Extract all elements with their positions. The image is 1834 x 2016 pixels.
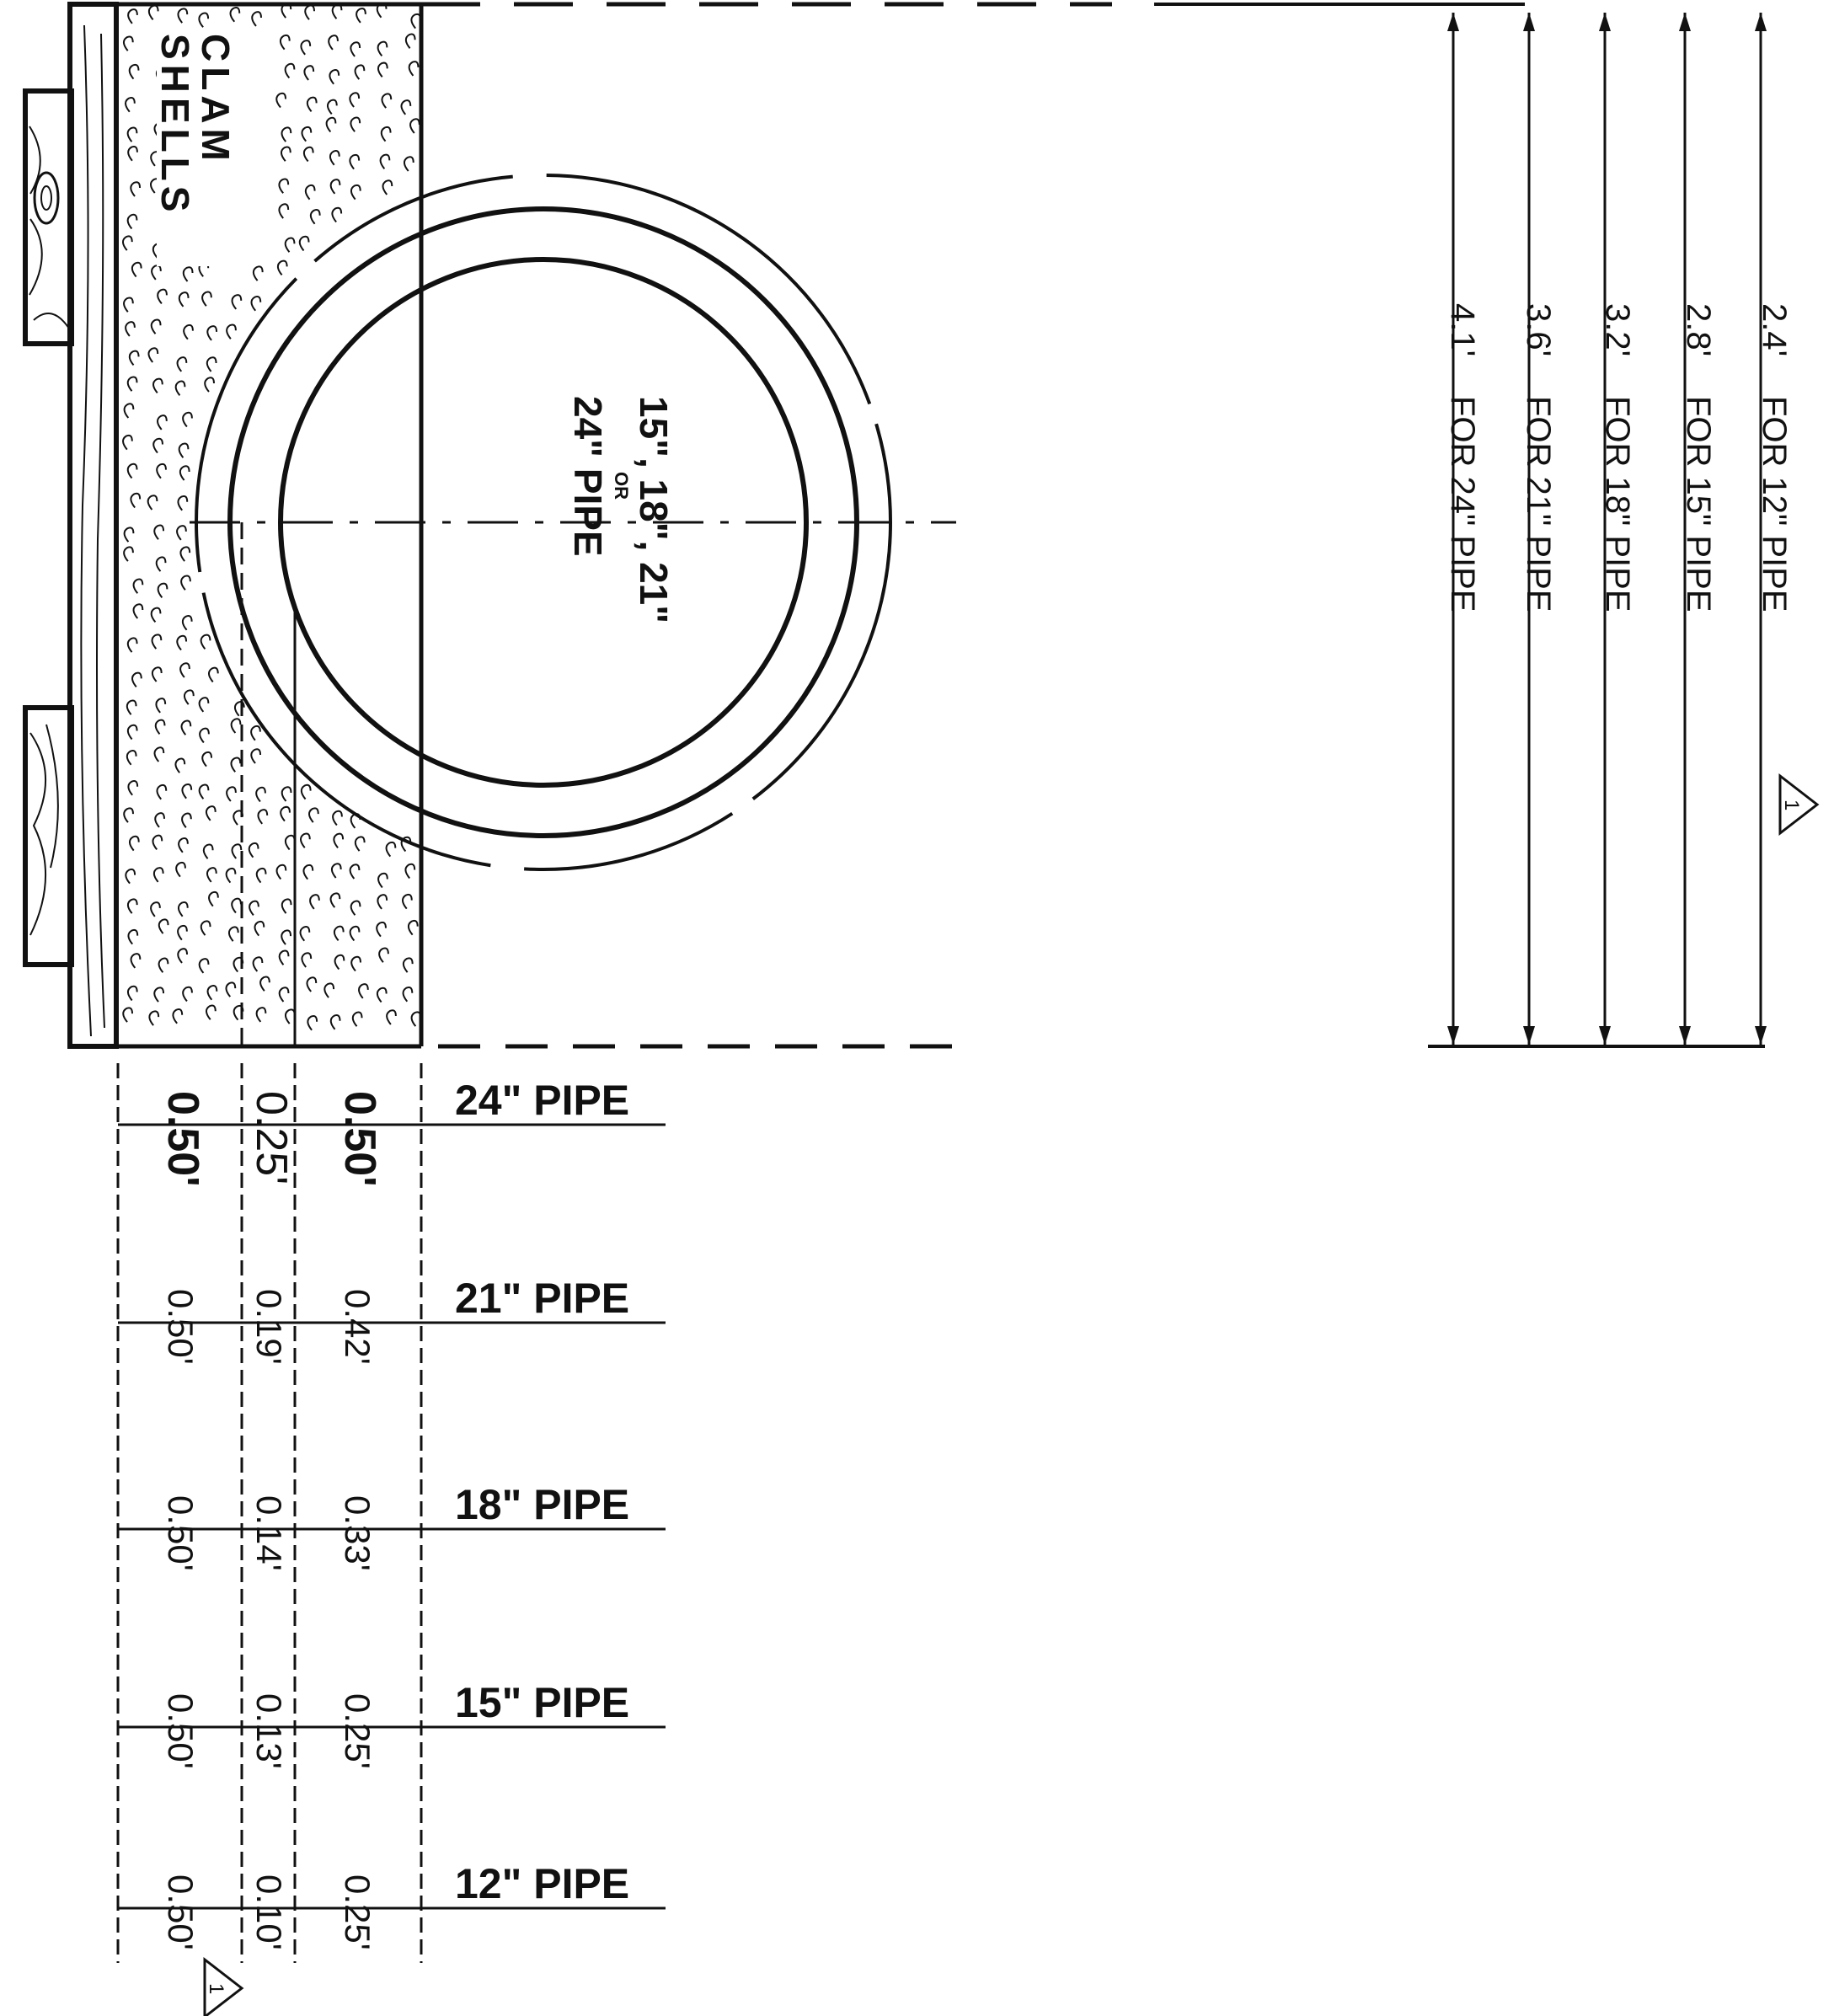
shell-mark (359, 984, 368, 998)
shell-mark (206, 1006, 216, 1020)
shell-mark (229, 927, 238, 941)
shell-mark (125, 527, 134, 542)
shell-mark (159, 959, 168, 973)
depth-label-3 (1520, 303, 1557, 612)
shell-mark (124, 297, 133, 312)
dim-arrowhead (1599, 1026, 1611, 1045)
shell-mark (331, 179, 340, 194)
shell-mark (230, 8, 239, 22)
shell-mark (184, 690, 194, 704)
width-col-a-value: 0.50' (158, 1091, 207, 1187)
shell-mark (178, 926, 187, 940)
dim-arrowhead (1447, 13, 1459, 31)
shell-mark (286, 836, 295, 850)
shell-mark (307, 1016, 317, 1030)
shell-mark (124, 36, 133, 51)
shell-mark (286, 238, 295, 252)
width-col-c-value: 0.33' (338, 1495, 377, 1571)
shell-mark (207, 326, 217, 340)
shell-mark (179, 292, 189, 307)
clam-label: CLAM (194, 34, 238, 166)
svg-text:FOR 18" PIPE: FOR 18" PIPE (1599, 396, 1636, 612)
shell-mark (281, 35, 290, 50)
shell-mark (329, 35, 338, 50)
shell-mark (154, 868, 163, 882)
shell-mark (332, 864, 341, 878)
width-col-b-value: 0.14' (249, 1495, 289, 1571)
shell-mark (183, 987, 192, 1002)
shell-mark (334, 927, 344, 941)
shell-mark (332, 208, 341, 222)
svg-text:2.8': 2.8' (1680, 303, 1717, 357)
shell-mark (387, 1010, 396, 1024)
shell-mark (249, 843, 259, 858)
shell-mark (330, 151, 340, 165)
shell-mark (205, 377, 214, 392)
shell-mark (377, 922, 386, 937)
shell-mark (130, 351, 139, 366)
shell-mark (279, 204, 288, 218)
svg-text:3.2': 3.2' (1599, 303, 1636, 357)
shell-mark (257, 869, 266, 883)
shell-mark (277, 865, 286, 880)
shell-mark (156, 698, 165, 713)
dim-arrowhead (1447, 1026, 1459, 1045)
shell-mark (182, 814, 191, 828)
shell-mark (181, 720, 190, 735)
shell-mark (183, 413, 192, 427)
shell-mark (231, 757, 240, 772)
shell-mark (128, 215, 137, 229)
shell-mark (152, 634, 162, 649)
shell-mark (409, 921, 418, 935)
shell-mark (351, 185, 361, 200)
shell-mark (152, 265, 161, 280)
shell-mark (233, 844, 242, 858)
shell-mark (232, 719, 241, 733)
shell-mark (125, 404, 134, 418)
shell-mark (401, 100, 410, 115)
shell-mark (134, 580, 143, 594)
shell-mark (378, 63, 388, 78)
shell-mark (350, 155, 359, 169)
shell-mark (282, 899, 291, 913)
shell-mark (157, 557, 166, 571)
revision-triangle-upper (1780, 776, 1817, 833)
shell-mark (204, 844, 213, 858)
svg-text:1: 1 (1780, 799, 1803, 811)
shell-mark (226, 982, 235, 997)
shell-mark (309, 808, 318, 822)
shell-mark (128, 9, 137, 24)
width-col-b-value: 0.19' (249, 1289, 289, 1365)
shell-mark (202, 752, 211, 767)
shell-mark (227, 324, 236, 339)
shell-mark (356, 8, 366, 23)
shell-mark (409, 61, 419, 76)
shell-mark (335, 955, 345, 970)
shell-mark (206, 806, 216, 821)
shell-mark (152, 608, 161, 623)
shell-mark (382, 127, 391, 142)
shell-mark (200, 784, 209, 799)
shell-mark (300, 237, 309, 251)
width-col-a-value: 0.50' (161, 1874, 201, 1950)
shell-mark (158, 290, 167, 304)
shell-mark (258, 810, 267, 824)
shell-mark (281, 807, 290, 821)
shell-mark (177, 636, 186, 650)
width-col-c-value: 0.25' (338, 1874, 377, 1950)
dim-arrowhead (1755, 13, 1767, 31)
depth-label-0 (1756, 303, 1793, 612)
svg-text:FOR 15" PIPE: FOR 15" PIPE (1680, 396, 1717, 612)
shell-mark (331, 893, 340, 907)
shell-mark (311, 210, 320, 224)
shell-mark (155, 747, 164, 762)
shell-mark (130, 837, 139, 851)
shell-mark (128, 127, 137, 142)
shell-mark (260, 976, 270, 991)
shell-mark (151, 902, 160, 917)
shell-mark (128, 930, 137, 944)
width-col-a-value: 0.50' (161, 1693, 201, 1769)
shell-mark (131, 494, 140, 508)
shell-mark (280, 950, 289, 965)
shell-mark (279, 179, 288, 194)
shell-mark (179, 443, 189, 457)
shells-label: SHELLS (153, 34, 197, 217)
pipe-note-line2: OR (611, 472, 632, 500)
shell-mark (383, 180, 393, 195)
shell-mark (152, 667, 162, 682)
wale-upper (25, 91, 72, 344)
shell-mark (126, 869, 135, 884)
shell-mark (356, 837, 365, 851)
shell-mark (286, 64, 295, 78)
shell-mark (200, 959, 209, 973)
shell-mark (152, 319, 161, 334)
shell-mark (202, 291, 211, 306)
svg-text:FOR 24" PIPE: FOR 24" PIPE (1444, 396, 1481, 612)
shell-mark (251, 749, 260, 763)
width-col-a-value: 0.50' (161, 1289, 201, 1365)
shell-mark (175, 758, 184, 773)
width-table-pipe-label: 18" PIPE (455, 1481, 630, 1528)
width-col-c-value: 0.25' (338, 1693, 377, 1769)
shell-mark (333, 811, 342, 826)
shell-mark (307, 98, 317, 112)
shell-mark (254, 266, 263, 281)
clam-shells-label (153, 30, 238, 266)
shell-mark (201, 635, 211, 650)
shell-mark (180, 663, 190, 677)
shell-mark (251, 297, 260, 311)
shell-mark (182, 784, 191, 799)
shell-mark (128, 638, 137, 652)
shell-mark (333, 4, 342, 19)
shell-mark (128, 464, 137, 479)
shell-mark (303, 865, 313, 880)
shell-mark (159, 919, 168, 933)
shell-mark (199, 13, 208, 28)
shell-mark (327, 118, 336, 132)
shell-mark (200, 698, 209, 712)
shell-mark (301, 833, 310, 848)
shell-mark (201, 921, 211, 935)
shell-mark (350, 118, 360, 132)
shell-mark (353, 1013, 362, 1027)
shell-mark (302, 127, 311, 142)
shell-mark (126, 322, 135, 336)
shell-mark (180, 466, 190, 480)
shell-mark (128, 899, 137, 913)
shell-mark (127, 751, 136, 765)
shell-mark (251, 726, 260, 741)
shell-mark (328, 100, 337, 115)
shell-mark (377, 988, 387, 1003)
shell-mark (124, 547, 133, 561)
shell-mark (153, 439, 163, 453)
shell-mark (128, 781, 137, 795)
width-table (118, 1063, 666, 1963)
shell-mark (123, 236, 132, 250)
shell-mark (382, 94, 391, 108)
shell-mark (232, 295, 241, 309)
shell-mark (227, 869, 236, 883)
shell-mark (181, 575, 190, 590)
shell-mark (282, 787, 291, 801)
shell-mark (404, 157, 414, 171)
width-col-a-value: 0.50' (161, 1495, 201, 1571)
shell-mark (278, 261, 287, 275)
shell-mark (154, 987, 163, 1002)
shell-mark (310, 895, 319, 909)
shell-mark (183, 616, 192, 630)
shell-mark (148, 495, 158, 510)
shell-mark (302, 953, 311, 967)
shell-mark (300, 927, 309, 941)
shell-mark (281, 127, 291, 142)
width-table-pipe-label: 24" PIPE (455, 1077, 630, 1124)
shell-mark (302, 785, 311, 799)
shell-mark (350, 93, 359, 107)
shell-mark (178, 949, 187, 963)
shell-mark (157, 785, 166, 799)
shell-mark (276, 94, 286, 108)
width-table-pipe-label: 15" PIPE (455, 1679, 630, 1726)
shell-mark (152, 836, 162, 850)
width-col-b-value: 0.10' (249, 1874, 289, 1950)
shell-mark (209, 892, 218, 906)
shell-mark (130, 65, 139, 79)
shell-mark (154, 526, 163, 540)
width-table-pipe-label: 21" PIPE (455, 1275, 630, 1322)
shell-mark (179, 902, 188, 917)
shell-mark (157, 464, 166, 479)
shell-mark (351, 957, 361, 971)
shell-mark (176, 382, 185, 396)
shell-mark (307, 977, 316, 992)
dim-arrowhead (1679, 13, 1691, 31)
shell-mark (184, 325, 193, 340)
shell-mark (156, 720, 165, 735)
shell-mark (158, 415, 167, 430)
shell-mark (131, 954, 141, 968)
pipe-size-note (566, 396, 676, 623)
shell-mark (387, 842, 396, 857)
shell-mark (153, 379, 163, 393)
shell-mark (350, 864, 360, 879)
shell-mark (252, 12, 261, 26)
shell-mark (127, 700, 136, 714)
shell-mark (334, 834, 343, 848)
dim-arrowhead (1599, 13, 1611, 31)
shell-mark (179, 838, 188, 853)
shell-mark (378, 874, 388, 888)
shell-mark (176, 863, 185, 877)
shell-mark (177, 526, 186, 540)
shell-mark (254, 957, 263, 971)
dim-arrowhead (1679, 1026, 1691, 1045)
shell-mark (350, 42, 360, 56)
width-col-b-value: 0.25' (247, 1091, 296, 1185)
shell-mark (149, 6, 158, 20)
shell-mark (148, 348, 158, 362)
shell-mark (405, 864, 414, 879)
shell-mark (356, 65, 365, 79)
shell-mark (254, 922, 264, 936)
shell-mark (132, 673, 142, 687)
shell-mark (324, 983, 334, 997)
shell-mark (404, 987, 413, 1002)
shell-mark (377, 895, 387, 909)
shell-mark (403, 895, 412, 909)
shell-mark (331, 1015, 340, 1029)
shell-mark (410, 119, 420, 133)
shell-mark (173, 1009, 182, 1024)
depth-label-1 (1680, 303, 1717, 612)
svg-text:1: 1 (205, 1983, 227, 1995)
shell-mark (286, 1009, 295, 1024)
shell-mark (351, 901, 361, 915)
shell-mark (305, 6, 314, 20)
shell-mark (227, 787, 236, 801)
pipe-note-line3: 24" PIPE (566, 396, 610, 557)
shell-mark (126, 98, 135, 112)
shell-mark (178, 357, 187, 372)
pipe-note-line1: 15", 18", 21" (632, 396, 676, 624)
shell-mark (406, 35, 415, 49)
shell-mark (184, 267, 193, 281)
shell-mark (329, 70, 339, 84)
dim-arrowhead (1523, 1026, 1535, 1045)
shell-mark (232, 899, 241, 913)
shell-mark (128, 987, 137, 1001)
shell-mark (158, 584, 168, 598)
shell-mark (257, 1008, 266, 1022)
shell-mark (132, 263, 142, 277)
shell-mark (178, 8, 187, 23)
shell-mark (306, 185, 315, 200)
shell-mark (304, 147, 313, 162)
shell-mark (155, 813, 164, 827)
revision-triangle-lower (205, 1960, 242, 2016)
width-col-b-value: 0.13' (249, 1693, 289, 1769)
shell-mark (281, 147, 291, 161)
shell-mark (123, 1008, 132, 1022)
shell-mark (180, 547, 190, 561)
shell-mark (281, 930, 291, 944)
shell-mark (209, 668, 218, 682)
shell-mark (350, 927, 360, 941)
shell-mark (379, 949, 388, 963)
shell-mark (404, 958, 413, 972)
shell-mark (256, 788, 265, 802)
shell-mark (200, 729, 209, 743)
width-table-pipe-label: 12" PIPE (455, 1860, 630, 1907)
dim-arrowhead (1755, 1026, 1767, 1045)
shell-mark (178, 496, 187, 511)
shell-mark (128, 147, 137, 161)
shell-mark (131, 182, 140, 196)
depth-label-2 (1599, 303, 1636, 612)
depth-dimensions (1428, 13, 1793, 1046)
wale-lower (25, 708, 72, 965)
shell-mark (123, 436, 132, 450)
svg-text:FOR 12" PIPE: FOR 12" PIPE (1756, 396, 1793, 612)
svg-text:3.6': 3.6' (1520, 303, 1557, 357)
shell-mark (149, 1011, 158, 1025)
shell-mark (207, 868, 217, 882)
shell-mark (280, 987, 289, 1002)
shell-mark (381, 155, 390, 169)
shell-mark (249, 901, 259, 916)
shell-mark (304, 66, 313, 80)
shell-mark (124, 808, 133, 822)
shell-mark (378, 42, 388, 56)
shell-mark (208, 986, 217, 1000)
svg-text:4.1': 4.1' (1444, 303, 1481, 357)
shell-mark (134, 604, 143, 618)
width-col-c-value: 0.42' (338, 1289, 377, 1365)
svg-text:FOR 21" PIPE: FOR 21" PIPE (1520, 396, 1557, 612)
shell-mark (128, 377, 137, 391)
width-col-c-value: 0.50' (335, 1091, 384, 1187)
shell-mark (207, 357, 217, 372)
shell-mark (128, 725, 137, 740)
svg-text:2.4': 2.4' (1756, 303, 1793, 357)
depth-label-4 (1444, 303, 1481, 612)
shell-mark (301, 40, 310, 55)
sheeting-board (70, 4, 116, 1046)
dim-arrowhead (1523, 13, 1535, 31)
